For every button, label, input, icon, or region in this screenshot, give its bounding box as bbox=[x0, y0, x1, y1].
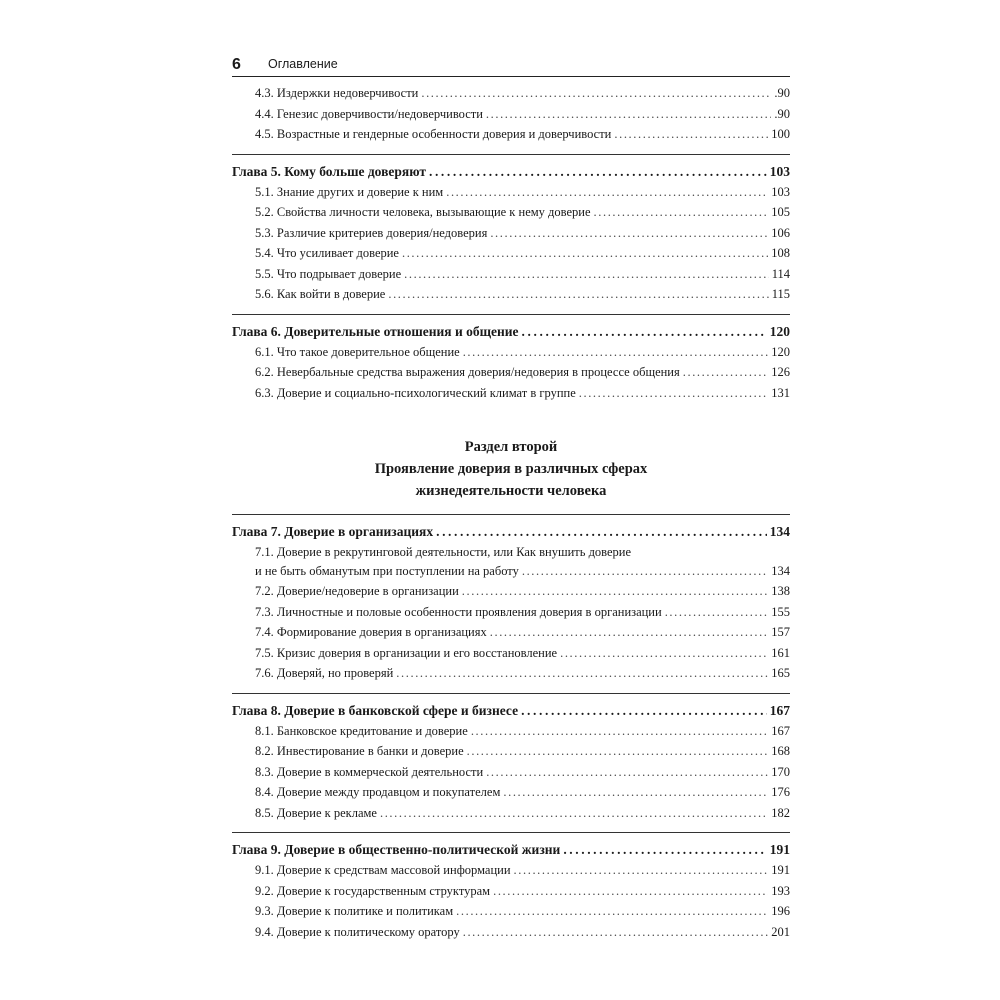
toc-entry[interactable]: 7.3. Личностные и половые особенности проявления доверия в организации ..... 155 bbox=[232, 605, 790, 626]
toc-chapter-heading[interactable]: Глава 9. Доверие в общественно-политической жизни ..... 191 bbox=[232, 842, 790, 863]
toc-entry-title: 4.3. Издержки недоверчивости bbox=[255, 86, 419, 100]
page-number: 6 bbox=[232, 56, 241, 73]
toc-entry[interactable]: 9.2. Доверие к государственным структурам ..... 193 bbox=[232, 884, 790, 905]
toc-entry[interactable]: 5.6. Как войти в доверие ..... 115 bbox=[232, 287, 790, 308]
toc-chapter-heading[interactable]: Глава 5. Кому больше доверяют ..... 103 bbox=[232, 164, 790, 185]
toc-entry[interactable] bbox=[232, 107, 790, 128]
toc-entry[interactable]: 9.1. Доверие к средствам массовой информации ..... 191 bbox=[232, 863, 790, 884]
toc-group-chapter7 bbox=[232, 514, 790, 693]
toc-chapter-heading[interactable]: Глава 6. Доверительные отношения и общение ..... 120 bbox=[232, 324, 790, 345]
toc-entry[interactable]: 7.4. Формирование доверия в организациях ..... 157 bbox=[232, 625, 790, 646]
toc-entry[interactable]: 5.4. Что усиливает доверие ..... 108 bbox=[232, 246, 790, 267]
toc-entry[interactable]: 5.1. Знание других и доверие к ним ..... 103 bbox=[232, 185, 790, 206]
toc-entry-page: 100 bbox=[771, 127, 790, 141]
section-title-line1: Проявление доверия в различных сферах bbox=[374, 461, 648, 477]
toc-group-chapter4-tail bbox=[232, 86, 790, 154]
toc-group-chapter8 bbox=[232, 693, 790, 833]
toc-entry[interactable]: 5.3. Различие критериев доверия/недоверия ..... 106 bbox=[232, 226, 790, 247]
toc-entry[interactable]: 7.5. Кризис доверия в организации и его восстановление ..... 161 bbox=[232, 646, 790, 667]
toc-entry[interactable]: 8.5. Доверие к рекламе ..... 182 bbox=[232, 806, 790, 827]
toc-chapter-heading[interactable]: Глава 7. Доверие в организациях ..... 134 bbox=[232, 524, 790, 545]
toc-entry[interactable] bbox=[232, 127, 790, 148]
section-heading bbox=[232, 412, 790, 514]
toc-entry[interactable]: 8.2. Инвестирование в банки и доверие ..... 168 bbox=[232, 744, 790, 765]
toc-entry[interactable]: 5.5. Что подрывает доверие ..... 114 bbox=[232, 267, 790, 288]
toc-entry-page: .90 bbox=[774, 106, 790, 121]
toc-entry-first-line[interactable]: 7.1. Доверие в рекрутинговой деятельности, или Как внушить доверие bbox=[255, 545, 632, 559]
toc-entry[interactable]: 8.3. Доверие в коммерческой деятельности ..... 170 bbox=[232, 765, 790, 786]
toc-entry-title: 4.5. Возрастные и гендерные особенности доверия и доверчивости bbox=[255, 127, 612, 141]
toc-entry-page: .90 bbox=[774, 86, 790, 100]
section-label: Раздел второй bbox=[464, 439, 558, 455]
toc-entry[interactable]: и не быть обманутым при поступлении на работу ..... 134 bbox=[232, 564, 790, 585]
toc-entry[interactable]: 5.2. Свойства личности человека, вызывающие к нему доверие ..... 105 bbox=[232, 205, 790, 226]
toc-entry-title: 4.4. Генезис доверчивости/недоверчивости bbox=[255, 106, 483, 121]
toc-entry[interactable]: 7.2. Доверие/недоверие в организации ..... 138 bbox=[232, 584, 790, 605]
toc-entry[interactable]: 9.3. Доверие к политике и политикам ..... 196 bbox=[232, 904, 790, 925]
toc-entry[interactable]: 7.6. Доверяй, но проверяй ..... 165 bbox=[232, 666, 790, 687]
toc-group-chapter5 bbox=[232, 154, 790, 314]
toc-entry[interactable]: 8.4. Доверие между продавцом и покупателем ..... 176 bbox=[232, 785, 790, 806]
toc-entry[interactable]: 6.3. Доверие и социально-психологический климат в группе ..... 131 bbox=[232, 386, 790, 407]
toc-entry[interactable]: 6.1. Что такое доверительное общение ..... 120 bbox=[232, 345, 790, 366]
toc-entry[interactable] bbox=[232, 86, 790, 107]
toc-entry[interactable]: 6.2. Невербальные средства выражения доверия/недоверия в процессе общения ..... 126 bbox=[232, 365, 790, 386]
running-title: Оглавление bbox=[268, 57, 338, 71]
toc-entry[interactable]: 9.4. Доверие к политическому оратору ..... 201 bbox=[232, 925, 790, 946]
table-of-contents bbox=[232, 86, 790, 951]
toc-chapter-heading[interactable]: Глава 8. Доверие в банковской сфере и бизнесе ..... 167 bbox=[232, 703, 790, 724]
section-title-line2: жизнедеятельности человека bbox=[415, 483, 607, 499]
running-header bbox=[232, 54, 790, 77]
toc-entry[interactable]: 8.1. Банковское кредитование и доверие ..... 167 bbox=[232, 724, 790, 745]
toc-group-chapter6 bbox=[232, 314, 790, 413]
toc-group-chapter9 bbox=[232, 832, 790, 951]
